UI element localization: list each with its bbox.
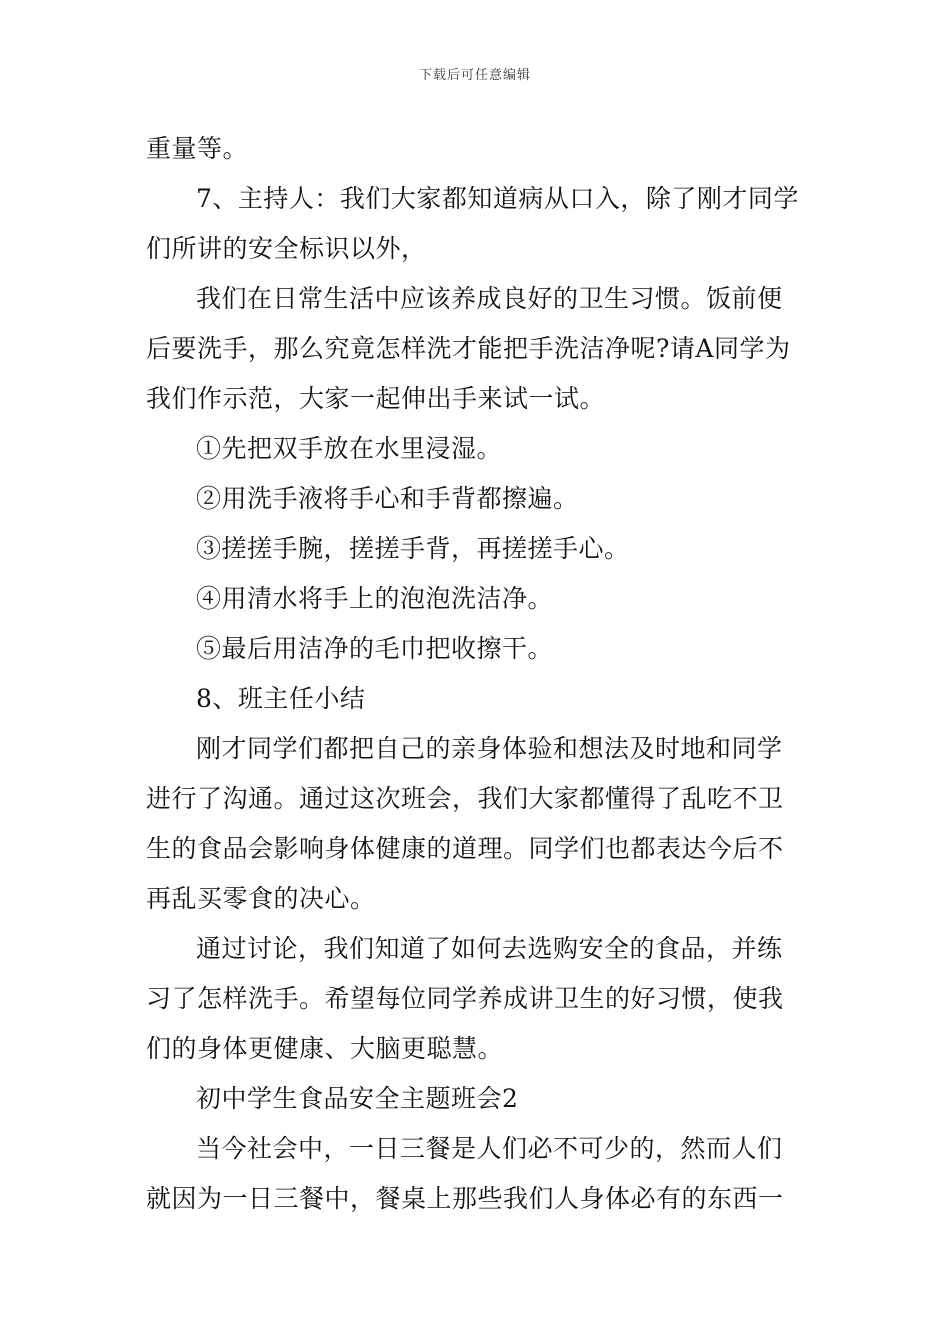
text-line: 习了怎样洗手。希望每位同学养成讲卫生的好习惯，使我 (146, 984, 784, 1013)
section-heading: 8、班主任小结 (196, 684, 366, 713)
step-item: ①先把双手放在水里浸湿。 (196, 434, 503, 463)
text-line: 们所讲的安全标识以外， (146, 234, 427, 263)
text-line: 刚才同学们都把自己的亲身体验和想法及时地和同学 (196, 734, 783, 763)
step-item: ④用清水将手上的泡泡洗洁净。 (196, 584, 554, 613)
text-line: 们的身体更健康、大脑更聪慧。 (146, 1034, 504, 1063)
text-line: 重量等。 (146, 134, 249, 163)
text-line: 再乱买零食的决心。 (146, 884, 376, 913)
text-line: 就因为一日三餐中，餐桌上那些我们人身体必有的东西一 (146, 1184, 784, 1213)
text-line: 进行了沟通。通过这次班会，我们大家都懂得了乱吃不卫 (146, 784, 784, 813)
text-line: 后要洗手，那么究竟怎样洗才能把手洗洁净呢?请A同学为 (146, 334, 791, 363)
text-line: 我们作示范，大家一起伸出手来试一试。 (146, 384, 606, 413)
text-line: 7、主持人：我们大家都知道病从口入，除了刚才同学 (196, 184, 799, 213)
document-subtitle: 初中学生食品安全主题班会2 (196, 1084, 519, 1113)
step-item: ③搓搓手腕，搓搓手背，再搓搓手心。 (196, 534, 630, 563)
text-line: 当今社会中，一日三餐是人们必不可少的，然而人们 (196, 1134, 783, 1163)
document-body (146, 124, 810, 1224)
text-line: 生的食品会影响身体健康的道理。同学们也都表达今后不 (146, 834, 784, 863)
step-item: ②用洗手液将手心和手背都擦遍。 (196, 484, 579, 513)
step-item: ⑤最后用洁净的毛巾把收擦干。 (196, 634, 554, 663)
page-header: 下载后可任意编辑 (418, 68, 531, 83)
text-line: 通过讨论，我们知道了如何去选购安全的食品，并练 (196, 934, 783, 963)
text-line: 我们在日常生活中应该养成良好的卫生习惯。饭前便 (196, 284, 783, 313)
